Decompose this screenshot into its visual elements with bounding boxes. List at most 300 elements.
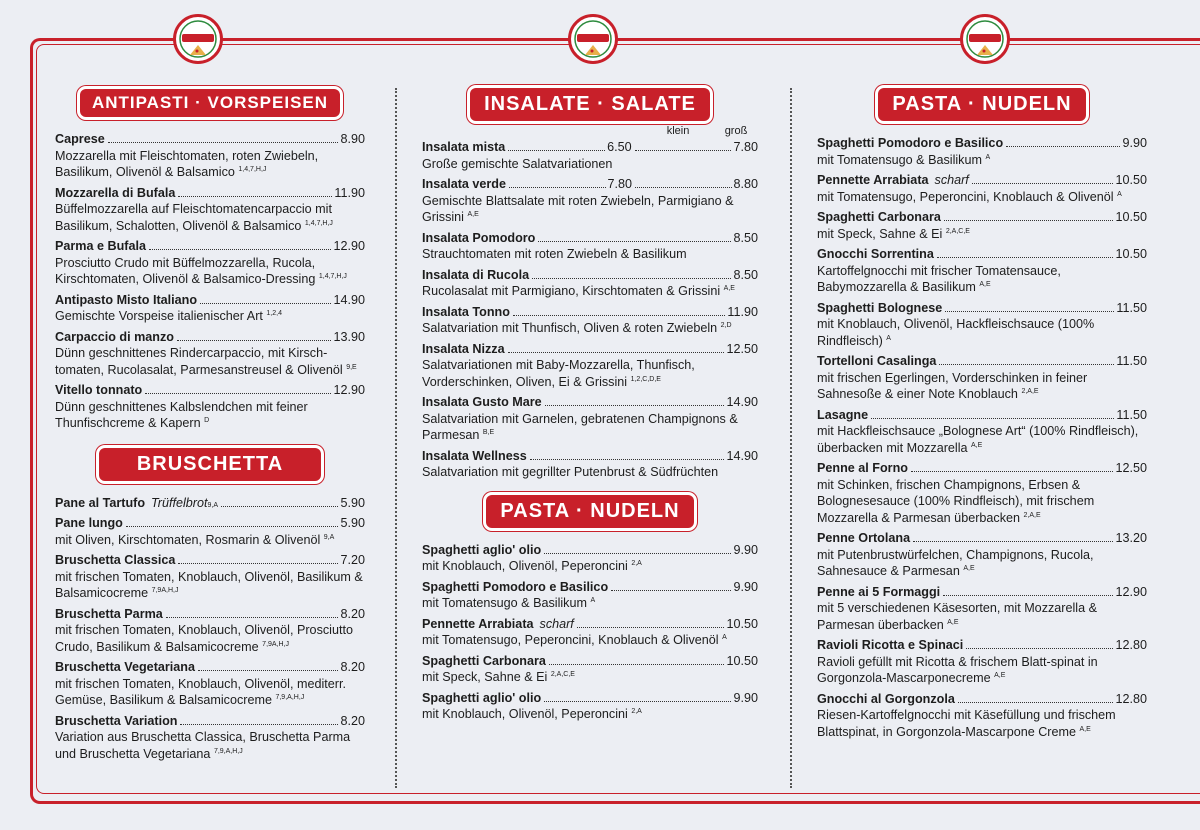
menu-item-line xyxy=(55,713,365,730)
dot-leader xyxy=(937,257,1114,258)
menu-item-line xyxy=(422,542,758,559)
dot-leader xyxy=(508,150,605,151)
restaurant-logo xyxy=(173,14,223,64)
menu-item-description-text: Büffelmozzarella auf Fleischtomatencarpaccio mit Basilikum, Schalotten, Olivenöl & Balsamico xyxy=(55,202,332,233)
menu-item xyxy=(817,172,1147,205)
menu-item-name: Insalata Pomodoro xyxy=(422,230,536,245)
menu-item-description xyxy=(55,532,365,549)
menu-item-name: Bruschetta Vegetariana xyxy=(55,660,195,674)
menu-item-price: 14.90 xyxy=(726,395,758,409)
menu-item-line xyxy=(422,653,758,670)
dot-leader xyxy=(913,541,1113,542)
menu-item-price: 8.20 xyxy=(340,660,365,674)
menu-item-price: 9.90 xyxy=(733,579,758,594)
allergen-codes: 2,A,C,E xyxy=(945,227,970,235)
dot-leader xyxy=(611,590,731,591)
dot-leader xyxy=(958,702,1114,703)
menu-item-price: 11.50 xyxy=(1116,407,1147,422)
dot-leader xyxy=(577,627,725,628)
menu-item-description-text: Rucolasalat mit Parmigiano, Kirschtomaten & Grissini xyxy=(422,284,721,298)
menu-item-name: Lasagne xyxy=(817,407,869,422)
menu-item-description xyxy=(817,152,1147,169)
menu-item xyxy=(55,131,365,181)
menu-item-line xyxy=(55,659,365,676)
menu-item xyxy=(55,659,365,709)
menu-item-description-text: mit Tomatensugo & Basilikum xyxy=(817,152,982,167)
menu-item xyxy=(422,394,758,444)
menu-item-name: Spaghetti Carbonara xyxy=(422,653,546,668)
allergen-codes: 9,A xyxy=(323,533,335,541)
menu-item-line xyxy=(817,691,1147,708)
menu-item-line xyxy=(817,246,1147,263)
menu-item-name: Pane lungo xyxy=(55,516,123,530)
menu-item-name: Penne al Forno xyxy=(817,461,908,475)
dot-leader xyxy=(972,183,1114,184)
menu-item-description-text: Gemischte Vorspeise italienischer Art xyxy=(55,309,263,323)
menu-item-name: Gnocchi Sorrentina xyxy=(817,247,934,261)
menu-item-name: Spaghetti Bolognese xyxy=(817,300,943,315)
dot-leader xyxy=(945,311,1114,312)
menu-item-line xyxy=(422,616,758,633)
menu-item-description xyxy=(422,669,758,686)
menu-item-line xyxy=(55,292,365,309)
dot-leader xyxy=(1006,146,1120,147)
allergen-codes: A xyxy=(1117,190,1122,198)
menu-item-description-text: mit Knoblauch, Olivenöl, Peperoncini xyxy=(422,559,628,573)
menu-item-description xyxy=(422,595,758,612)
section-title-pasta: PASTA · NUDELN xyxy=(486,495,693,528)
menu-item-name: Pennette Arrabiata xyxy=(817,173,929,187)
menu-item-name: Insalata Tonno xyxy=(422,304,510,319)
menu-item-price: 12.90 xyxy=(333,239,365,253)
dot-leader xyxy=(200,303,331,304)
menu-item-description xyxy=(817,263,1147,296)
allergen-codes: A,E xyxy=(467,210,479,218)
pizza-logo-icon xyxy=(178,19,218,59)
menu-item-name: Spaghetti Carbonara xyxy=(817,210,941,224)
menu-item xyxy=(817,691,1147,741)
menu-item-line xyxy=(422,579,758,596)
allergen-codes: 1,2,C,D,E xyxy=(630,375,661,383)
menu-item-line xyxy=(55,131,365,148)
menu-item-description-text: Gemischte Blattsalate mit roten Zwiebeln, Parmigiano & Grissini xyxy=(422,193,734,224)
dot-leader xyxy=(221,506,338,507)
menu-item xyxy=(817,135,1147,168)
menu-item-description-text: Dünn geschnittenes Kalbslendchen mit feiner Thunfischcreme & Kapern xyxy=(55,399,308,430)
menu-item xyxy=(422,230,758,263)
menu-item-description-text: Strauchtomaten mit roten Zwiebeln & Basilikum xyxy=(422,247,687,261)
menu-item-name: Vitello tonnato xyxy=(55,383,143,397)
dot-leader xyxy=(508,352,725,353)
menu-item-name: Insalata Gusto Mare xyxy=(422,395,542,409)
menu-item-description xyxy=(422,357,758,390)
menu-item xyxy=(817,246,1147,296)
menu-item-price: 14.90 xyxy=(726,448,758,463)
menu-item-description xyxy=(817,423,1147,456)
menu-item-description xyxy=(422,283,758,300)
menu-item-line xyxy=(422,230,758,247)
dot-leader xyxy=(544,701,731,702)
menu-item-line xyxy=(55,515,365,532)
menu-item-line: Pane al Tartufo Trüffelbrot 9,A 5.90 xyxy=(55,495,365,510)
menu-item-line xyxy=(817,300,1147,317)
menu-item-line xyxy=(55,552,365,569)
menu-item-price: 11.50 xyxy=(1116,300,1147,315)
menu-item-price: 11.50 xyxy=(1116,354,1147,368)
menu-item xyxy=(817,584,1147,634)
allergen-codes: 1,4,7,H,J xyxy=(318,272,347,280)
menu-item-price: 12.50 xyxy=(726,341,758,356)
pasta-list xyxy=(422,542,758,723)
menu-item-line xyxy=(817,172,1147,189)
menu-item-name: Carpaccio di manzo xyxy=(55,329,174,344)
menu-item-price: 12.80 xyxy=(1115,638,1147,652)
menu-item xyxy=(817,637,1147,687)
menu-item-description-text: Salatvariation mit Thunfisch, Oliven & roten Zwiebeln xyxy=(422,321,718,335)
menu-item-line xyxy=(422,690,758,707)
menu-item-description-text: mit Tomatensugo, Peperoncini, Knoblauch & Olivenöl xyxy=(422,633,719,647)
menu-item-description-text: Kartoffelgnocchi mit frischer Tomatensauce, Babymozzarella & Basilikum xyxy=(817,263,1061,294)
menu-item-name: Bruschetta Classica xyxy=(55,553,176,567)
allergen-codes: A,E xyxy=(1079,725,1091,733)
dot-leader xyxy=(635,187,731,188)
allergen-codes: 1,2,4 xyxy=(266,309,282,317)
menu-item-price: 13.90 xyxy=(333,329,365,344)
menu-item-description-text: mit Hackfleischsauce „Bolognese Art“ (100% Rindfleisch), überbacken mit Mozzarella xyxy=(817,424,1139,455)
menu-item-price: 8.80 xyxy=(733,177,759,191)
menu-item-description xyxy=(817,189,1147,206)
menu-item-description-text: Riesen-Kartoffelgnocchi mit Käsefüllung und frischem Blattspinat, in Gorgonzola-Mascarpone Creme xyxy=(817,708,1116,739)
menu-item-price: 8.90 xyxy=(340,132,365,146)
menu-item-name: Antipasto Misto Italiano xyxy=(55,292,198,307)
menu-item-name: Mozzarella di Bufala xyxy=(55,185,176,200)
menu-item-line xyxy=(817,460,1147,477)
menu-item-price: 5.90 xyxy=(340,495,365,510)
menu-item-price: 10.50 xyxy=(1115,210,1147,224)
menu-item-name: Spaghetti aglio' olio xyxy=(422,542,542,557)
allergen-codes: A,E xyxy=(971,441,983,449)
menu-item-line xyxy=(817,209,1147,226)
menu-item-name: Caprese xyxy=(55,132,105,146)
menu-item-name: Insalata verde xyxy=(422,177,507,191)
menu-item-price: 12.80 xyxy=(1115,691,1147,706)
restaurant-logo xyxy=(568,14,618,64)
dot-leader xyxy=(178,196,332,197)
menu-item-description xyxy=(55,569,365,602)
menu-item-price: 5.90 xyxy=(340,516,365,530)
menu-item-price: 8.20 xyxy=(340,606,365,621)
menu-item-name: Insalata Wellness xyxy=(422,448,527,463)
dot-leader xyxy=(966,648,1113,649)
pasta-list-right xyxy=(817,135,1147,740)
menu-item-description-text: mit Oliven, Kirschtomaten, Rosmarin & Olivenöl xyxy=(55,532,321,547)
dot-leader xyxy=(108,142,339,143)
menu-item-name: Penne ai 5 Formaggi xyxy=(817,584,941,599)
antipasti-list xyxy=(55,131,365,432)
menu-item-description-text: Mozzarella mit Fleischtomaten, roten Zwiebeln, Basilikum, Olivenöl & Balsamico xyxy=(55,148,319,179)
menu-item-description-text: Salatvariation mit gegrillter Putenbrust & Südfrüchten xyxy=(422,465,719,479)
menu-item-description-text: Salatvariationen mit Baby-Mozzarella, Thunfisch, Vorderschinken, Oliven, Ei & Grissini xyxy=(422,358,695,389)
menu-item-description xyxy=(422,193,758,226)
menu-item-description xyxy=(422,706,758,723)
pizza-logo-icon xyxy=(573,19,613,59)
menu-item-line xyxy=(817,530,1147,547)
menu-item-description-text: mit Tomatensugo, Peperoncini, Knoblauch & Olivenöl xyxy=(817,189,1114,204)
menu-item-line xyxy=(817,584,1147,601)
menu-item-name: Ravioli Ricotta e Spinaci xyxy=(817,638,964,652)
menu-item-name: Spaghetti Pomodoro e Basilico xyxy=(422,579,609,594)
menu-item-description xyxy=(55,729,365,762)
size-large-label: groß xyxy=(724,125,748,137)
menu-item-description xyxy=(817,547,1147,580)
menu-item-price: 12.90 xyxy=(1115,584,1147,599)
menu-item-name: Insalata Nizza xyxy=(422,341,505,356)
dot-leader xyxy=(198,670,338,671)
menu-item-line xyxy=(422,448,758,465)
dot-leader xyxy=(549,664,725,665)
size-header xyxy=(422,125,758,139)
column-insalate-pasta xyxy=(422,84,758,727)
menu-item-line xyxy=(817,637,1147,654)
menu-item xyxy=(422,579,758,612)
allergen-codes: 2,A,E xyxy=(1021,387,1039,395)
menu-item-name: Pane al Tartufo xyxy=(55,495,146,510)
menu-item-line xyxy=(422,394,758,411)
menu-item-description xyxy=(55,399,365,432)
menu-item-description-text: Salatvariation mit Garnelen, gebratenen Champignons & Parmesan xyxy=(422,411,738,442)
menu-item-description-text: mit 5 verschiedenen Käsesorten, mit Mozzarella & Parmesan überbacken xyxy=(817,601,1097,632)
menu-item-description-text: mit Schinken, frischen Champignons, Erbsen & Bolognesesauce (100% Rindfleisch), mit frischem Mozzarella & Parmesan überbacken xyxy=(817,477,1095,525)
menu-item xyxy=(55,238,365,288)
restaurant-logo xyxy=(960,14,1010,64)
menu-item-description xyxy=(817,370,1147,403)
section-title-pasta-right: PASTA · NUDELN xyxy=(878,88,1085,121)
size-small-label: klein xyxy=(666,125,690,137)
dot-leader xyxy=(166,617,339,618)
insalate-list xyxy=(422,139,758,481)
menu-item-description xyxy=(817,226,1147,243)
menu-item-line xyxy=(55,329,365,346)
menu-item-price: 14.90 xyxy=(333,292,365,307)
menu-item-name: Spaghetti Pomodoro e Basilico xyxy=(817,136,1004,150)
allergen-codes: 9,E xyxy=(346,363,357,371)
menu-item-line xyxy=(817,135,1147,152)
menu-item xyxy=(55,495,365,512)
menu-item-description-text: mit frischen Egerlingen, Vorderschinken in feiner Sahnesoße & einer Note Knoblauch xyxy=(817,370,1088,401)
menu-item-price-small: 7.80 xyxy=(607,177,633,191)
menu-item xyxy=(422,448,758,481)
dot-leader xyxy=(177,340,332,341)
menu-item-name: Spaghetti aglio' olio xyxy=(422,690,542,705)
bruschetta-list xyxy=(55,495,365,763)
menu-item-description xyxy=(422,411,758,444)
allergen-codes: A xyxy=(985,153,991,161)
menu-item-description xyxy=(55,676,365,709)
menu-item-line xyxy=(55,382,365,399)
dot-leader xyxy=(635,150,732,151)
menu-item-description-text: mit frischen Tomaten, Knoblauch, Olivenöl, Prosciutto Crudo, Basilikum & Balsamicocreme xyxy=(55,623,353,654)
dot-leader xyxy=(545,405,725,406)
dot-leader xyxy=(180,724,338,725)
menu-item-price: 8.50 xyxy=(733,230,758,245)
menu-item-description xyxy=(422,632,758,649)
menu-item-description xyxy=(422,464,758,481)
menu-item-description-text: Prosciutto Crudo mit Büffelmozzarella, Rucola, Kirschtomaten, Olivenöl & Balsamico-Dressing xyxy=(55,255,316,286)
menu-item-description-text: mit Knoblauch, Olivenöl, Peperoncini xyxy=(422,707,628,721)
dot-leader xyxy=(145,393,331,394)
allergen-codes: 1,4,7,H,J xyxy=(304,219,333,227)
menu-item xyxy=(817,300,1147,350)
dot-leader xyxy=(911,471,1114,472)
menu-item-description xyxy=(422,246,758,263)
dot-leader xyxy=(513,315,725,316)
menu-item xyxy=(55,329,365,379)
allergen-codes: 2,A xyxy=(631,707,642,715)
menu-item-line xyxy=(55,606,365,623)
menu-item xyxy=(422,653,758,686)
menu-item-price: 10.50 xyxy=(726,653,758,668)
menu-item xyxy=(422,690,758,723)
allergen-codes: 1,4,7,H,J xyxy=(238,165,267,173)
allergen-codes: B,E xyxy=(482,428,495,436)
menu-item-description-text: Variation aus Bruschetta Classica, Bruschetta Parma und Bruschetta Vegetariana xyxy=(55,730,351,761)
menu-item-extra: scharf xyxy=(539,616,574,631)
allergen-codes: 2,A,C,E xyxy=(550,670,575,678)
menu-item xyxy=(55,713,365,763)
menu-item-name: Penne Ortolana xyxy=(817,531,911,545)
dot-leader xyxy=(530,459,725,460)
menu-item-description xyxy=(422,320,758,337)
column-pasta xyxy=(817,84,1147,744)
menu-item-price: 8.50 xyxy=(733,267,758,282)
dot-leader xyxy=(509,187,605,188)
menu-item-line xyxy=(422,176,758,193)
menu-item xyxy=(817,353,1147,403)
menu-item-line xyxy=(422,139,758,156)
allergen-codes: A,E xyxy=(963,564,975,572)
allergen-codes: A,E xyxy=(994,671,1006,679)
column-divider xyxy=(395,88,397,788)
allergen-codes: A,E xyxy=(979,280,991,288)
menu-item-description-text: mit Putenbrustwürfelchen, Champignons, Rucola, Sahnesauce & Parmesan xyxy=(817,547,1094,578)
menu-item-name: Bruschetta Parma xyxy=(55,606,163,621)
allergen-codes: D xyxy=(204,416,210,424)
menu-item xyxy=(422,341,758,391)
menu-item-description-text: mit frischen Tomaten, Knoblauch, Olivenöl, Basilikum & Balsamicocreme xyxy=(55,569,363,600)
menu-item-price-small: 6.50 xyxy=(607,140,632,154)
menu-item-description xyxy=(55,255,365,288)
menu-item-price: 13.20 xyxy=(1115,531,1147,545)
allergen-codes: A xyxy=(590,596,596,604)
menu-item xyxy=(422,139,758,172)
menu-item xyxy=(422,616,758,649)
menu-item-name: Parma e Bufala xyxy=(55,239,146,253)
menu-item-description xyxy=(55,345,365,378)
allergen-codes: A,E xyxy=(723,284,735,292)
menu-item xyxy=(817,209,1147,242)
menu-item-description-text: Dünn geschnittenes Rindercarpaccio, mit Kirsch-tomaten, Rucolasalat, Parmesanstreusel & Olivenöl xyxy=(55,346,343,377)
menu-item xyxy=(422,267,758,300)
menu-item-name: Insalata mista xyxy=(422,140,506,154)
allergen-codes: 7,9,A,H,J xyxy=(213,747,243,755)
allergen-codes: A,E xyxy=(947,618,959,626)
menu-item-price: 12.90 xyxy=(333,383,365,397)
pizza-logo-icon xyxy=(965,19,1005,59)
dot-leader xyxy=(126,526,339,527)
menu-item-price: 7.20 xyxy=(340,553,365,567)
menu-item-name: Bruschetta Variation xyxy=(55,713,178,728)
menu-item xyxy=(422,542,758,575)
menu-item xyxy=(422,304,758,337)
dot-leader xyxy=(149,249,331,250)
menu-item-description-text: Große gemischte Salatvariationen xyxy=(422,156,613,171)
menu-item xyxy=(55,382,365,432)
allergen-codes: 7,9A,H,J xyxy=(151,586,179,594)
menu-item-description xyxy=(817,707,1147,740)
menu-item-description-text: mit Speck, Sahne & Ei xyxy=(422,670,548,684)
dot-leader xyxy=(944,220,1114,221)
menu-item xyxy=(55,606,365,656)
menu-item-line xyxy=(817,353,1147,370)
menu-item-price: 11.90 xyxy=(334,185,365,200)
menu-item-description xyxy=(55,201,365,234)
menu-item-price: 7.80 xyxy=(733,140,758,154)
menu-item xyxy=(55,292,365,325)
menu-item-line xyxy=(422,341,758,358)
dot-leader xyxy=(871,418,1114,419)
menu-item-description-text: Ravioli gefüllt mit Ricotta & frischem Blatt-spinat in Gorgonzola-Mascarponecreme xyxy=(817,654,1098,685)
menu-item-price: 9.90 xyxy=(733,542,758,557)
allergen-codes: A xyxy=(886,334,891,342)
menu-item xyxy=(817,460,1147,526)
menu-item-description-text: mit Knoblauch, Olivenöl, Hackfleischsauce (100% Rindfleisch) xyxy=(817,317,1095,348)
allergen-codes: 7,9A,H,J xyxy=(262,640,290,648)
menu-item-description-text: mit frischen Tomaten, Knoblauch, Olivenöl, mediterr. Gemüse, Basilikum & Balsamicocreme xyxy=(55,676,346,707)
menu-item-price: 10.50 xyxy=(1115,247,1147,261)
menu-item-description xyxy=(55,148,365,181)
menu-item-description xyxy=(817,477,1147,527)
section-title-insalate: INSALATE · SALATE xyxy=(470,88,710,121)
menu-item-line xyxy=(817,407,1147,424)
menu-item-description xyxy=(817,316,1147,349)
menu-item-line xyxy=(55,185,365,202)
menu-item-description xyxy=(55,308,365,325)
allergen-codes: 2,D xyxy=(720,321,732,329)
menu-item xyxy=(422,176,758,226)
menu-item-extra: Trüffelbrot xyxy=(151,495,208,510)
menu-item-line xyxy=(422,304,758,321)
dot-leader xyxy=(532,278,731,279)
menu-item-description xyxy=(817,654,1147,687)
section-title-antipasti: ANTIPASTI · VORSPEISEN xyxy=(80,89,340,117)
menu-item-price: 9.90 xyxy=(1122,136,1147,150)
section-title-bruschetta: BRUSCHETTA xyxy=(99,448,321,481)
allergen-codes: A xyxy=(722,633,727,641)
menu-item-price: 12.50 xyxy=(1115,461,1147,475)
menu-item xyxy=(55,185,365,235)
menu-item xyxy=(817,530,1147,580)
dot-leader xyxy=(939,364,1114,365)
menu-item-extra: scharf xyxy=(934,173,969,187)
menu-item-description xyxy=(422,156,758,173)
column-antipasti-bruschetta xyxy=(55,84,365,766)
menu-item-description xyxy=(817,600,1147,633)
menu-item-name: Tortelloni Casalinga xyxy=(817,354,937,368)
column-divider xyxy=(790,88,792,788)
menu-item-description-text: mit Speck, Sahne & Ei xyxy=(817,226,943,241)
dot-leader xyxy=(544,553,731,554)
menu-item-price: 8.20 xyxy=(340,713,365,728)
